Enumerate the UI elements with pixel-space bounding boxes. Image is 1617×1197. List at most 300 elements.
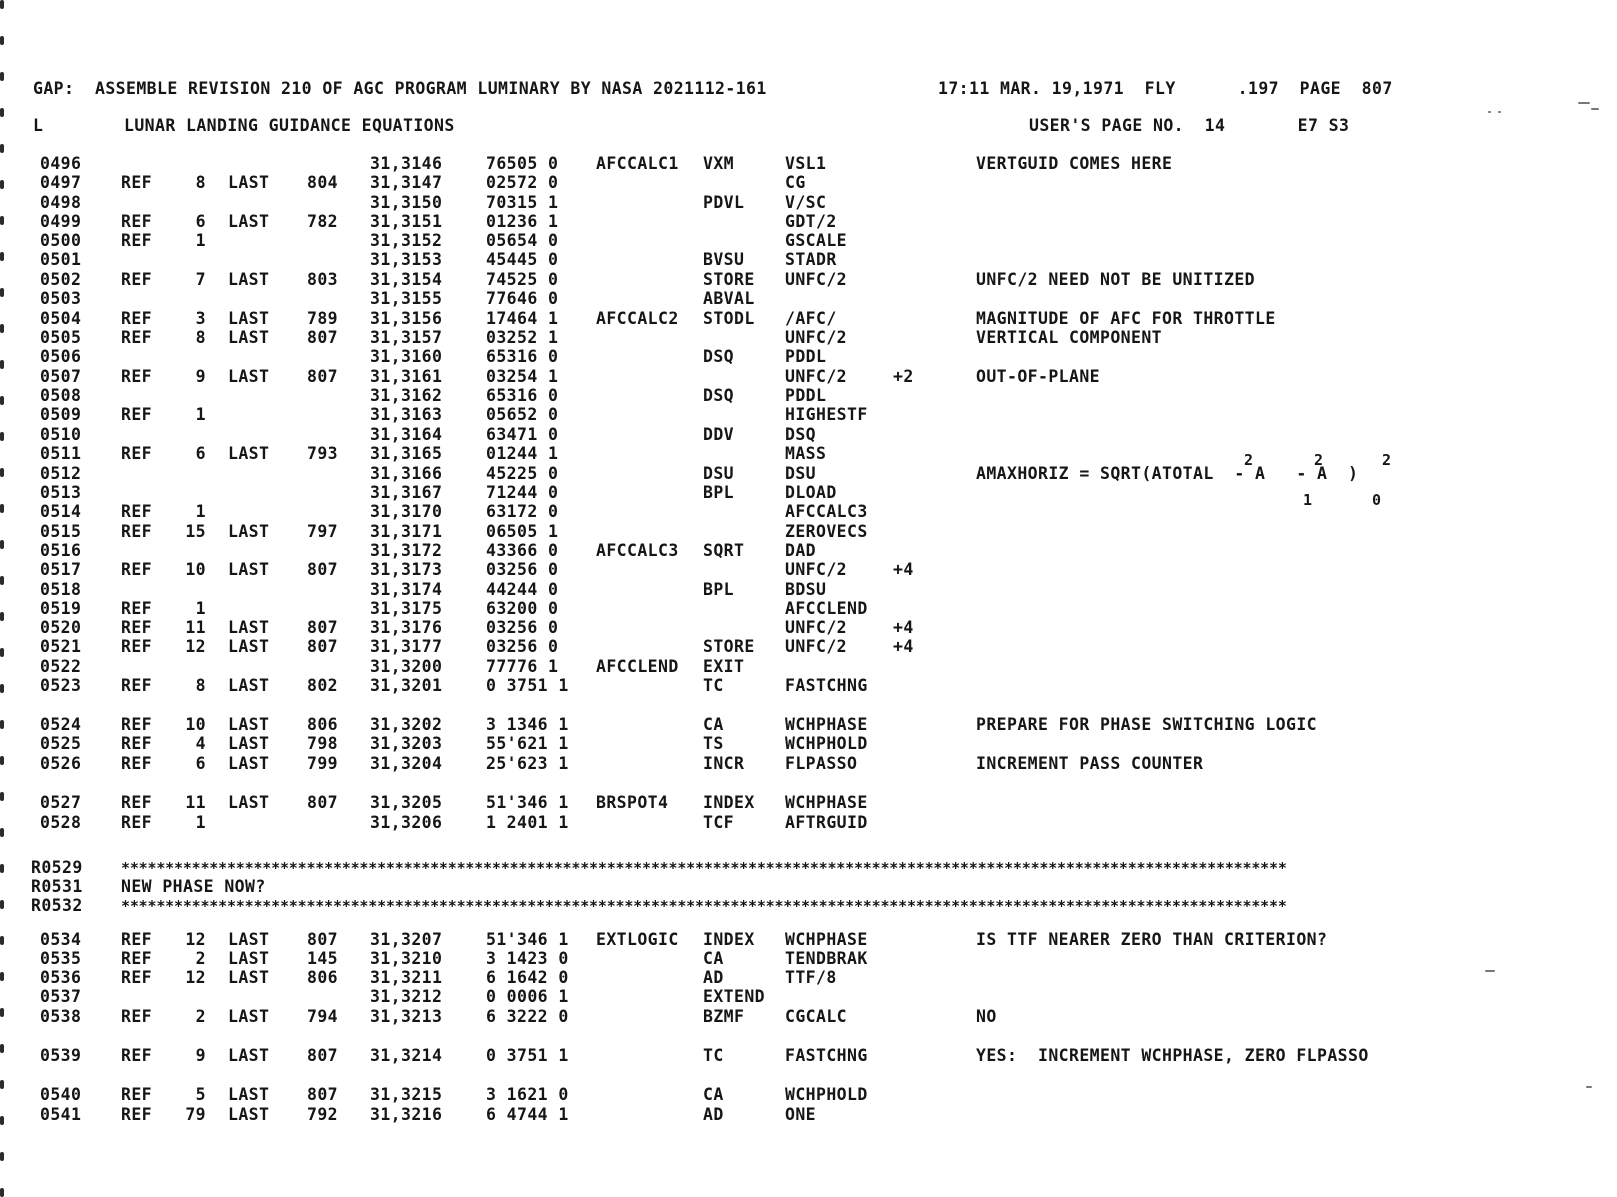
row-address: 31,3155 bbox=[370, 289, 443, 308]
row-seq: 0510 bbox=[40, 425, 82, 444]
row-seq: 0505 bbox=[40, 328, 82, 347]
punch-mark bbox=[0, 324, 4, 333]
row-operand: FASTCHNG bbox=[785, 676, 868, 695]
row-address: 31,3207 bbox=[370, 930, 443, 949]
row-seq: 0524 bbox=[40, 715, 82, 734]
row-comment: VERTGUID COMES HERE bbox=[976, 154, 1173, 173]
row-address: 31,3213 bbox=[370, 1007, 443, 1026]
header-assembly-line: GAP: ASSEMBLE REVISION 210 OF AGC PROGRAM LUMINARY BY NASA 2021112-161 bbox=[33, 79, 767, 98]
row-address: 31,3151 bbox=[370, 212, 443, 231]
row-last-keyword: LAST bbox=[228, 618, 270, 637]
row-octal-code: 25'623 1 bbox=[486, 754, 569, 773]
punch-mark bbox=[0, 108, 4, 117]
remark-seq: R0531 bbox=[31, 877, 83, 896]
row-comment: VERTICAL COMPONENT bbox=[976, 328, 1163, 347]
row-address: 31,3170 bbox=[370, 502, 443, 521]
row-octal-code: 77776 1 bbox=[486, 657, 559, 676]
row-seq: 0537 bbox=[40, 987, 82, 1006]
row-address: 31,3216 bbox=[370, 1105, 443, 1124]
row-last-keyword: LAST bbox=[228, 444, 270, 463]
row-octal-code: 70315 1 bbox=[486, 193, 559, 212]
scan-speck bbox=[1586, 1086, 1592, 1088]
row-ref-keyword: REF bbox=[121, 599, 153, 618]
row-octal-code: 3 1621 0 bbox=[486, 1085, 569, 1104]
row-seq: 0538 bbox=[40, 1007, 82, 1026]
row-ref-keyword: REF bbox=[121, 637, 153, 656]
punch-mark bbox=[0, 936, 4, 945]
row-comment: PREPARE FOR PHASE SWITCHING LOGIC bbox=[976, 715, 1318, 734]
punch-mark bbox=[0, 432, 4, 441]
scan-speck bbox=[1591, 108, 1599, 110]
row-operand: PDDL bbox=[785, 347, 827, 366]
row-last-page: 803 bbox=[306, 270, 338, 289]
row-octal-code: 65316 0 bbox=[486, 347, 559, 366]
header-date-page: 17:11 MAR. 19,1971 FLY .197 PAGE 807 bbox=[938, 79, 1393, 98]
row-octal-code: 6 4744 1 bbox=[486, 1105, 569, 1124]
row-octal-code: 3 1346 1 bbox=[486, 715, 569, 734]
row-address: 31,3164 bbox=[370, 425, 443, 444]
row-ref-count: 10 bbox=[185, 560, 206, 579]
row-ref-keyword: REF bbox=[121, 309, 153, 328]
punch-mark bbox=[0, 612, 4, 621]
row-operand: /AFC/ bbox=[785, 309, 837, 328]
row-octal-code: 45225 0 bbox=[486, 464, 559, 483]
row-seq: 0503 bbox=[40, 289, 82, 308]
punch-mark bbox=[0, 540, 4, 549]
row-last-page: 804 bbox=[306, 173, 338, 192]
row-opcode: CA bbox=[703, 715, 724, 734]
row-address: 31,3176 bbox=[370, 618, 443, 637]
scan-speck bbox=[1485, 970, 1495, 972]
row-octal-code: 01236 1 bbox=[486, 212, 559, 231]
row-opcode: VXM bbox=[703, 154, 735, 173]
row-opcode: STORE bbox=[703, 270, 755, 289]
row-ref-count: 9 bbox=[195, 1046, 206, 1065]
row-seq: 0519 bbox=[40, 599, 82, 618]
row-operand: DAD bbox=[785, 541, 817, 560]
row-operand: MASS bbox=[785, 444, 827, 463]
row-last-keyword: LAST bbox=[228, 1007, 270, 1026]
punch-mark bbox=[0, 792, 4, 801]
row-opcode: DDV bbox=[703, 425, 735, 444]
scan-speck bbox=[1498, 111, 1501, 113]
row-address: 31,3156 bbox=[370, 309, 443, 328]
row-opcode: DSU bbox=[703, 464, 735, 483]
row-label: EXTLOGIC bbox=[596, 930, 679, 949]
row-ref-count: 12 bbox=[185, 637, 206, 656]
row-seq: 0511 bbox=[40, 444, 82, 463]
row-ref-count: 6 bbox=[195, 212, 206, 231]
row-octal-code: 01244 1 bbox=[486, 444, 559, 463]
row-opcode: DSQ bbox=[703, 386, 735, 405]
row-ref-keyword: REF bbox=[121, 734, 153, 753]
row-octal-code: 45445 0 bbox=[486, 250, 559, 269]
row-opcode: INDEX bbox=[703, 930, 755, 949]
row-opcode: EXIT bbox=[703, 657, 745, 676]
row-ref-count: 12 bbox=[185, 968, 206, 987]
row-seq: 0539 bbox=[40, 1046, 82, 1065]
row-address: 31,3177 bbox=[370, 637, 443, 656]
row-operand: ZEROVECS bbox=[785, 522, 868, 541]
row-address: 31,3167 bbox=[370, 483, 443, 502]
row-ref-count: 1 bbox=[195, 502, 206, 521]
row-opcode: TCF bbox=[703, 813, 735, 832]
row-operand: TENDBRAK bbox=[785, 949, 868, 968]
row-octal-code: 0 0006 1 bbox=[486, 987, 569, 1006]
row-octal-code: 63200 0 bbox=[486, 599, 559, 618]
row-label: BRSPOT4 bbox=[596, 793, 669, 812]
row-increment: +2 bbox=[893, 367, 914, 386]
row-seq: 0504 bbox=[40, 309, 82, 328]
row-ref-count: 79 bbox=[185, 1105, 206, 1124]
row-operand: HIGHESTF bbox=[785, 405, 868, 424]
row-octal-code: 65316 0 bbox=[486, 386, 559, 405]
row-ref-count: 8 bbox=[195, 173, 206, 192]
row-operand: FASTCHNG bbox=[785, 1046, 868, 1065]
row-opcode: CA bbox=[703, 1085, 724, 1104]
row-last-keyword: LAST bbox=[228, 173, 270, 192]
row-octal-code: 55'621 1 bbox=[486, 734, 569, 753]
row-last-keyword: LAST bbox=[228, 1046, 270, 1065]
row-octal-code: 71244 0 bbox=[486, 483, 559, 502]
row-seq: 0525 bbox=[40, 734, 82, 753]
row-address: 31,3215 bbox=[370, 1085, 443, 1104]
row-address: 31,3172 bbox=[370, 541, 443, 560]
row-address: 31,3165 bbox=[370, 444, 443, 463]
row-opcode: INCR bbox=[703, 754, 745, 773]
row-address: 31,3150 bbox=[370, 193, 443, 212]
row-operand: UNFC/2 bbox=[785, 367, 848, 386]
row-operand: UNFC/2 bbox=[785, 270, 848, 289]
row-operand: VSL1 bbox=[785, 154, 827, 173]
row-address: 31,3146 bbox=[370, 154, 443, 173]
punch-mark bbox=[0, 972, 4, 981]
row-octal-code: 77646 0 bbox=[486, 289, 559, 308]
punch-mark bbox=[0, 864, 4, 873]
row-last-keyword: LAST bbox=[228, 637, 270, 656]
row-ref-count: 1 bbox=[195, 405, 206, 424]
row-operand: UNFC/2 bbox=[785, 328, 848, 347]
row-ref-keyword: REF bbox=[121, 367, 153, 386]
row-seq: 0526 bbox=[40, 754, 82, 773]
row-seq: 0528 bbox=[40, 813, 82, 832]
row-last-page: 794 bbox=[306, 1007, 338, 1026]
header-log-marker: L bbox=[33, 116, 44, 135]
row-opcode: STORE bbox=[703, 637, 755, 656]
row-octal-code: 1 2401 1 bbox=[486, 813, 569, 832]
row-seq: 0521 bbox=[40, 637, 82, 656]
header-user-page: USER'S PAGE NO. 14 E7 S3 bbox=[1029, 116, 1350, 135]
row-ref-keyword: REF bbox=[121, 754, 153, 773]
punch-mark bbox=[0, 648, 4, 657]
row-last-page: 807 bbox=[306, 367, 338, 386]
row-seq: 0497 bbox=[40, 173, 82, 192]
row-opcode: BVSU bbox=[703, 250, 745, 269]
row-increment: +4 bbox=[893, 618, 914, 637]
row-last-page: 807 bbox=[306, 637, 338, 656]
row-operand: BDSU bbox=[785, 580, 827, 599]
row-address: 31,3205 bbox=[370, 793, 443, 812]
row-seq: 0512 bbox=[40, 464, 82, 483]
row-address: 31,3163 bbox=[370, 405, 443, 424]
row-last-keyword: LAST bbox=[228, 968, 270, 987]
row-operand: UNFC/2 bbox=[785, 618, 848, 637]
row-opcode: TC bbox=[703, 676, 724, 695]
row-ref-keyword: REF bbox=[121, 949, 153, 968]
row-last-page: 799 bbox=[306, 754, 338, 773]
row-octal-code: 51'346 1 bbox=[486, 793, 569, 812]
row-last-keyword: LAST bbox=[228, 930, 270, 949]
punch-mark bbox=[0, 144, 4, 153]
row-octal-code: 43366 0 bbox=[486, 541, 559, 560]
row-opcode: DSQ bbox=[703, 347, 735, 366]
row-address: 31,3206 bbox=[370, 813, 443, 832]
row-ref-keyword: REF bbox=[121, 173, 153, 192]
row-ref-count: 8 bbox=[195, 676, 206, 695]
row-octal-code: 06505 1 bbox=[486, 522, 559, 541]
formula-superscript: 2 bbox=[1314, 451, 1324, 469]
row-octal-code: 74525 0 bbox=[486, 270, 559, 289]
row-ref-count: 1 bbox=[195, 813, 206, 832]
row-last-page: 793 bbox=[306, 444, 338, 463]
row-last-page: 807 bbox=[306, 1046, 338, 1065]
row-address: 31,3171 bbox=[370, 522, 443, 541]
row-comment: YES: INCREMENT WCHPHASE, ZERO FLPASSO bbox=[976, 1046, 1369, 1065]
formula-subscript: 1 bbox=[1303, 491, 1313, 509]
row-operand: WCHPHASE bbox=[785, 793, 868, 812]
row-ref-count: 12 bbox=[185, 930, 206, 949]
row-last-page: 807 bbox=[306, 328, 338, 347]
row-operand: AFTRGUID bbox=[785, 813, 868, 832]
row-comment: IS TTF NEARER ZERO THAN CRITERION? bbox=[976, 930, 1328, 949]
row-ref-keyword: REF bbox=[121, 444, 153, 463]
row-ref-count: 6 bbox=[195, 444, 206, 463]
row-last-keyword: LAST bbox=[228, 715, 270, 734]
punch-mark bbox=[0, 216, 4, 225]
row-comment: MAGNITUDE OF AFC FOR THROTTLE bbox=[976, 309, 1276, 328]
row-seq: 0496 bbox=[40, 154, 82, 173]
row-operand: DSU bbox=[785, 464, 817, 483]
formula-subscript: 0 bbox=[1372, 491, 1382, 509]
row-increment: +4 bbox=[893, 560, 914, 579]
row-seq: 0498 bbox=[40, 193, 82, 212]
row-last-keyword: LAST bbox=[228, 734, 270, 753]
row-seq: 0523 bbox=[40, 676, 82, 695]
row-address: 31,3203 bbox=[370, 734, 443, 753]
row-opcode: PDVL bbox=[703, 193, 745, 212]
row-octal-code: 6 1642 0 bbox=[486, 968, 569, 987]
remark-star-line: ************************************************************************************************************************************ bbox=[121, 897, 1287, 915]
row-operand: GSCALE bbox=[785, 231, 848, 250]
row-octal-code: 44244 0 bbox=[486, 580, 559, 599]
row-address: 31,3204 bbox=[370, 754, 443, 773]
row-operand: WCHPHASE bbox=[785, 930, 868, 949]
punch-mark bbox=[0, 1152, 4, 1161]
row-last-keyword: LAST bbox=[228, 949, 270, 968]
row-opcode: TS bbox=[703, 734, 724, 753]
row-operand: AFCCLEND bbox=[785, 599, 868, 618]
row-ref-count: 3 bbox=[195, 309, 206, 328]
row-seq: 0536 bbox=[40, 968, 82, 987]
row-last-page: 145 bbox=[306, 949, 338, 968]
punch-mark bbox=[0, 756, 4, 765]
row-operand: DSQ bbox=[785, 425, 817, 444]
row-address: 31,3210 bbox=[370, 949, 443, 968]
row-ref-count: 10 bbox=[185, 715, 206, 734]
row-last-page: 806 bbox=[306, 968, 338, 987]
row-comment: NO bbox=[976, 1007, 997, 1026]
row-ref-keyword: REF bbox=[121, 715, 153, 734]
row-ref-count: 7 bbox=[195, 270, 206, 289]
row-seq: 0522 bbox=[40, 657, 82, 676]
row-last-page: 807 bbox=[306, 560, 338, 579]
row-last-page: 806 bbox=[306, 715, 338, 734]
row-ref-keyword: REF bbox=[121, 502, 153, 521]
row-operand: DLOAD bbox=[785, 483, 837, 502]
row-operand: CG bbox=[785, 173, 806, 192]
row-ref-count: 9 bbox=[195, 367, 206, 386]
row-seq: 0517 bbox=[40, 560, 82, 579]
row-last-keyword: LAST bbox=[228, 560, 270, 579]
punch-mark bbox=[0, 1080, 4, 1089]
row-comment: INCREMENT PASS COUNTER bbox=[976, 754, 1204, 773]
row-last-keyword: LAST bbox=[228, 328, 270, 347]
row-ref-keyword: REF bbox=[121, 1105, 153, 1124]
row-ref-count: 4 bbox=[195, 734, 206, 753]
row-opcode: STODL bbox=[703, 309, 755, 328]
row-ref-keyword: REF bbox=[121, 270, 153, 289]
row-seq: 0502 bbox=[40, 270, 82, 289]
row-seq: 0501 bbox=[40, 250, 82, 269]
row-label: AFCCALC1 bbox=[596, 154, 679, 173]
row-octal-code: 05652 0 bbox=[486, 405, 559, 424]
punch-mark bbox=[0, 288, 4, 297]
row-last-page: 807 bbox=[306, 793, 338, 812]
row-seq: 0499 bbox=[40, 212, 82, 231]
row-last-keyword: LAST bbox=[228, 793, 270, 812]
row-last-page: 807 bbox=[306, 1085, 338, 1104]
row-address: 31,3214 bbox=[370, 1046, 443, 1065]
row-comment: OUT-OF-PLANE bbox=[976, 367, 1101, 386]
punch-mark bbox=[0, 1044, 4, 1053]
row-seq: 0541 bbox=[40, 1105, 82, 1124]
row-address: 31,3174 bbox=[370, 580, 443, 599]
header-section-title: LUNAR LANDING GUIDANCE EQUATIONS bbox=[124, 116, 455, 135]
punch-mark bbox=[0, 252, 4, 261]
row-last-page: 807 bbox=[306, 930, 338, 949]
row-seq: 0535 bbox=[40, 949, 82, 968]
row-ref-keyword: REF bbox=[121, 212, 153, 231]
row-last-keyword: LAST bbox=[228, 1105, 270, 1124]
row-operand: WCHPHOLD bbox=[785, 734, 868, 753]
row-ref-keyword: REF bbox=[121, 1046, 153, 1065]
row-ref-keyword: REF bbox=[121, 522, 153, 541]
row-last-page: 797 bbox=[306, 522, 338, 541]
row-ref-keyword: REF bbox=[121, 676, 153, 695]
remark-seq: R0532 bbox=[31, 896, 83, 915]
row-opcode: SQRT bbox=[703, 541, 745, 560]
row-octal-code: 03256 0 bbox=[486, 637, 559, 656]
punch-mark bbox=[0, 180, 4, 189]
row-opcode: EXTEND bbox=[703, 987, 766, 1006]
punch-mark bbox=[0, 1008, 4, 1017]
row-last-page: 782 bbox=[306, 212, 338, 231]
row-seq: 0520 bbox=[40, 618, 82, 637]
row-octal-code: 3 1423 0 bbox=[486, 949, 569, 968]
row-operand: V/SC bbox=[785, 193, 827, 212]
row-ref-count: 2 bbox=[195, 1007, 206, 1026]
row-operand: PDDL bbox=[785, 386, 827, 405]
row-last-keyword: LAST bbox=[228, 676, 270, 695]
row-seq: 0508 bbox=[40, 386, 82, 405]
row-label: AFCCALC2 bbox=[596, 309, 679, 328]
punch-mark bbox=[0, 720, 4, 729]
row-ref-keyword: REF bbox=[121, 1085, 153, 1104]
row-last-page: 789 bbox=[306, 309, 338, 328]
punch-mark bbox=[0, 36, 4, 45]
formula-superscript: 2 bbox=[1382, 451, 1392, 469]
row-increment: +4 bbox=[893, 637, 914, 656]
row-ref-keyword: REF bbox=[121, 1007, 153, 1026]
row-address: 31,3166 bbox=[370, 464, 443, 483]
row-ref-count: 1 bbox=[195, 231, 206, 250]
row-last-keyword: LAST bbox=[228, 309, 270, 328]
punch-mark bbox=[0, 900, 4, 909]
row-address: 31,3161 bbox=[370, 367, 443, 386]
row-address: 31,3147 bbox=[370, 173, 443, 192]
row-last-keyword: LAST bbox=[228, 212, 270, 231]
row-opcode: BPL bbox=[703, 580, 735, 599]
row-octal-code: 17464 1 bbox=[486, 309, 559, 328]
remark-star-line: ************************************************************************************************************************************ bbox=[121, 859, 1287, 877]
row-octal-code: 03256 0 bbox=[486, 618, 559, 637]
row-last-keyword: LAST bbox=[228, 270, 270, 289]
row-operand: TTF/8 bbox=[785, 968, 837, 987]
row-octal-code: 0 3751 1 bbox=[486, 676, 569, 695]
scan-speck bbox=[1578, 102, 1590, 104]
row-ref-count: 5 bbox=[195, 1085, 206, 1104]
row-ref-keyword: REF bbox=[121, 930, 153, 949]
row-operand: UNFC/2 bbox=[785, 637, 848, 656]
row-address: 31,3173 bbox=[370, 560, 443, 579]
row-operand: GDT/2 bbox=[785, 212, 837, 231]
punch-mark bbox=[0, 0, 4, 9]
row-octal-code: 63172 0 bbox=[486, 502, 559, 521]
row-octal-code: 51'346 1 bbox=[486, 930, 569, 949]
row-seq: 0513 bbox=[40, 483, 82, 502]
row-operand: ONE bbox=[785, 1105, 817, 1124]
scan-speck bbox=[1488, 111, 1491, 113]
row-operand: UNFC/2 bbox=[785, 560, 848, 579]
punch-mark bbox=[0, 1116, 4, 1125]
row-ref-keyword: REF bbox=[121, 968, 153, 987]
row-comment: UNFC/2 NEED NOT BE UNITIZED bbox=[976, 270, 1256, 289]
row-comment: AMAXHORIZ = SQRT(ATOTAL - A - A ) bbox=[976, 464, 1359, 483]
row-address: 31,3153 bbox=[370, 250, 443, 269]
row-last-keyword: LAST bbox=[228, 1085, 270, 1104]
row-ref-count: 6 bbox=[195, 754, 206, 773]
row-ref-keyword: REF bbox=[121, 231, 153, 250]
row-operand: CGCALC bbox=[785, 1007, 848, 1026]
row-address: 31,3211 bbox=[370, 968, 443, 987]
remark-text: NEW PHASE NOW? bbox=[121, 877, 266, 896]
row-opcode: TC bbox=[703, 1046, 724, 1065]
row-opcode: CA bbox=[703, 949, 724, 968]
row-seq: 0507 bbox=[40, 367, 82, 386]
row-label: AFCCALC3 bbox=[596, 541, 679, 560]
row-address: 31,3212 bbox=[370, 987, 443, 1006]
row-last-keyword: LAST bbox=[228, 367, 270, 386]
